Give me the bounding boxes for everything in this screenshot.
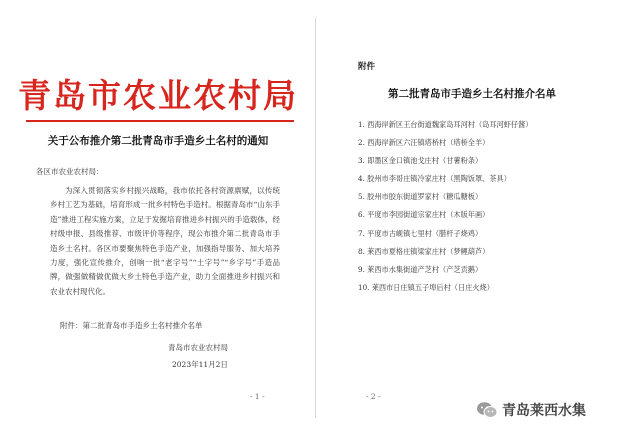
page-number: - 1 - [250, 392, 265, 401]
list-item: 5. 胶州市胶东街道罗家村（糖瓜糖板） [358, 192, 483, 202]
list-item: 2. 西海岸新区六汪镇塔桥村（塔桥全羊） [358, 138, 490, 148]
notice-title: 关于公布推介第二批青岛市手造乡土名村的通知 [47, 135, 269, 147]
red-header-rule [26, 120, 294, 122]
list-title: 第二批青岛市手造乡土名村推介名单 [388, 88, 556, 100]
village-list [358, 116, 532, 297]
list-item: 6. 平度市李园街道宗家庄村（木版年画） [358, 210, 490, 220]
list-item: 7. 平度市古岘镇七里村（腊杆子烧鸡） [358, 228, 483, 238]
agency-header: 青岛市农业农村局 [18, 76, 298, 115]
signature-date: 2023年11月2日 [172, 360, 228, 369]
appendix-label: 附件 [358, 62, 376, 72]
watermark-text: 青岛莱西水集 [502, 403, 586, 419]
wechat-icon [476, 401, 498, 419]
list-item: 3. 即墨区金口镇池戈庄村（甘薯粉条） [358, 156, 483, 166]
list-item: 1. 西海岸新区王台街道魏家岛耳河村（岛耳河虾仔酱） [358, 120, 533, 129]
salutation: 各区市农业农村局： [36, 167, 104, 176]
signature-agency: 青岛市农业农村局 [168, 343, 228, 352]
attachment-reference: 附件：第二批青岛市手造乡土名村推介名单 [60, 321, 203, 330]
list-item: 8. 莱西市夏格庄镇梁家庄村（梦鲤葫芦） [358, 246, 490, 256]
watermark [476, 400, 586, 420]
document-page-2 [316, 0, 628, 437]
list-item: 10. 莱西市日庄镇五子埠后村（日庄火烧） [358, 282, 494, 292]
notice-body: 为深入贯彻落实乡村振兴战略，我市依托各村资源禀赋，以传统乡村工艺为基础，培育形成一批乡村特色手造村。根据青岛市“山东手造”推进工程实施方案，立足于发掘培育推进乡村振兴的手造载体，经村级申报、县级推荐、市级评价等程序，现公布推介第二批青岛市手造乡土名村。各区市要聚焦特色手造产业，加强指导服务、加大培养力度，强化宣传推介，创响一批“老字号”“土字号”“乡字号”手造品牌，做强做精做优做大乡土特色手造产业，助力全面推进乡村振兴和农业农村现代化。 [50, 186, 280, 296]
list-item: 4. 胶州市李哥庄镇冷家庄村（黑陶饭罩、茶具） [358, 174, 511, 184]
page-number: - 2 - [366, 392, 381, 401]
list-item: 9. 莱西市水集街道产芝村（产芝贡鹅） [358, 264, 483, 274]
